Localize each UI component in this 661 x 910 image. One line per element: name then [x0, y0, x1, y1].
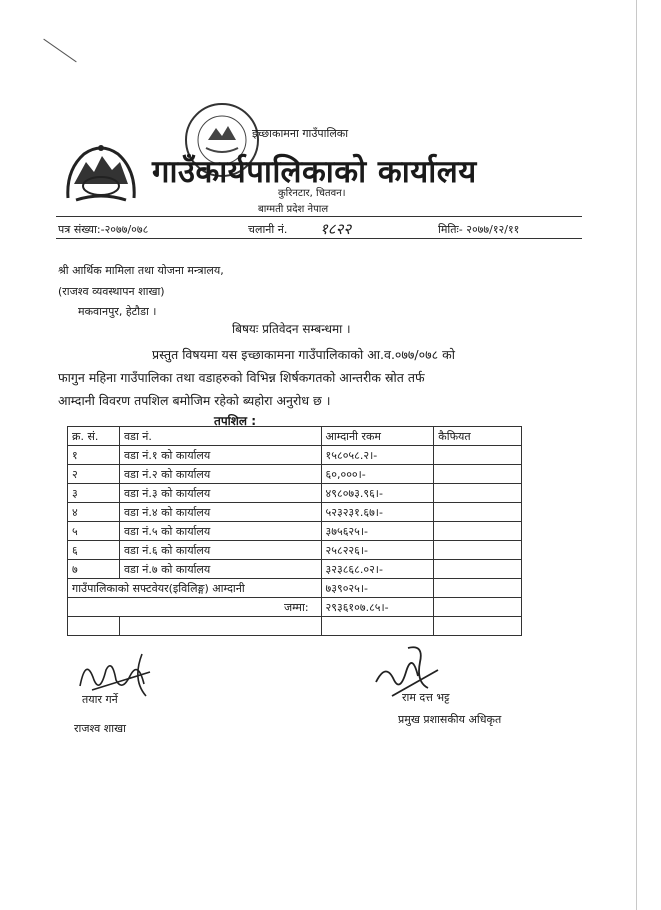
- software-income-value: ७३९०२५।-: [321, 579, 434, 598]
- cell-ward: वडा नं.६ को कार्यालय: [119, 541, 321, 560]
- total-row: [68, 598, 522, 617]
- prepared-department: राजश्व शाखा: [74, 722, 126, 735]
- cell-amount: २५८२२६।-: [321, 541, 434, 560]
- subject-line: बिषयः प्रतिवेदन सम्बन्धमा ।: [232, 322, 351, 336]
- table-title: तपशिल :: [214, 414, 257, 428]
- cell-ward: वडा नं.२ को कार्यालय: [119, 465, 321, 484]
- income-table: [67, 426, 522, 636]
- cell-ward: वडा नं.४ को कार्यालय: [119, 503, 321, 522]
- cell-remarks: [434, 484, 522, 503]
- header-divider-top: [56, 216, 582, 217]
- cell-remarks: [434, 598, 522, 617]
- software-income-label: गाउँपालिकाको सफ्टवेयर(इविलिङ्ग) आम्दानी: [68, 579, 322, 598]
- header-remarks: कैफियत: [434, 427, 522, 446]
- header-amount: आम्दानी रकम: [321, 427, 434, 446]
- cell-remarks: [434, 560, 522, 579]
- officer-name: राम दत्त भट्ट: [402, 691, 450, 704]
- cell-serial: ३: [68, 484, 120, 503]
- nepal-emblem-icon: [62, 140, 140, 206]
- letter-date: मितिः- २०७७/१२/११: [438, 223, 520, 236]
- cell-amount: १५८०५८.२।-: [321, 446, 434, 465]
- cell-ward: वडा नं.१ को कार्यालय: [119, 446, 321, 465]
- letter-number: पत्र संख्या:-२०७७/०७८: [58, 223, 149, 236]
- cell-serial: ७: [68, 560, 120, 579]
- blank-cell: [119, 617, 321, 636]
- cell-serial: ४: [68, 503, 120, 522]
- cell-remarks: [434, 465, 522, 484]
- cell-amount: ४९८०७३.९६।-: [321, 484, 434, 503]
- cell-ward: वडा नं.७ को कार्यालय: [119, 560, 321, 579]
- table-row: [68, 522, 522, 541]
- cell-remarks: [434, 522, 522, 541]
- addressee-line-1: श्री आर्थिक मामिला तथा योजना मन्त्रालय,: [58, 264, 224, 277]
- addressee-line-2: (राजश्व व्यवस्थापन शाखा): [58, 285, 165, 298]
- cell-ward: वडा नं.५ को कार्यालय: [119, 522, 321, 541]
- pen-mark: [43, 39, 76, 63]
- table-row: [68, 541, 522, 560]
- office-province: बाग्मती प्रदेश नेपाल: [258, 204, 329, 215]
- cell-serial: ६: [68, 541, 120, 560]
- cell-amount: ५२३२३१.६७।-: [321, 503, 434, 522]
- table-row: [68, 503, 522, 522]
- header-divider-bottom: [56, 238, 582, 239]
- total-label: जम्मा:: [68, 598, 322, 617]
- table-header-row: [68, 427, 522, 446]
- blank-cell: [434, 617, 522, 636]
- addressee-line-3: मकवानपुर, हेटौडा ।: [78, 305, 157, 318]
- cell-ward: वडा नं.३ को कार्यालय: [119, 484, 321, 503]
- cell-serial: १: [68, 446, 120, 465]
- total-value: २९३६१०७.८५।-: [321, 598, 434, 617]
- body-line-3: आम्दानी विवरण तपशिल बमोजिम रहेको ब्यहोरा अनुरोध छ ।: [58, 393, 331, 408]
- cell-remarks: [434, 579, 522, 598]
- cell-serial: ५: [68, 522, 120, 541]
- software-income-row: [68, 579, 522, 598]
- cell-remarks: [434, 503, 522, 522]
- dispatch-label: चलानी नं.: [248, 223, 288, 236]
- table-row: [68, 465, 522, 484]
- table-row: [68, 560, 522, 579]
- dispatch-number: १८२२: [320, 220, 352, 238]
- table-row: [68, 446, 522, 465]
- body-line-2: फागुन महिना गाउँपालिका तथा वडाहरुको विभिन्न शिर्षकगतको आन्तरीक स्रोत तर्फ: [58, 370, 425, 385]
- office-address: कुरिनटार, चितवन।: [278, 188, 346, 199]
- office-title: गाउँकार्यपालिकाको कार्यालय: [152, 154, 477, 190]
- body-line-1: प्रस्तुत विषयमा यस इच्छाकामना गाउँपालिकाको आ.व.०७७/०७८ को: [152, 347, 455, 362]
- municipality-name: इच्छाकामना गाउँपालिका: [252, 127, 349, 140]
- officer-title: प्रमुख प्रशासकीय अधिकृत: [398, 713, 502, 726]
- header-serial: क्र. सं.: [68, 427, 120, 446]
- blank-cell: [321, 617, 434, 636]
- header-ward: वडा नं.: [119, 427, 321, 446]
- prepared-by-label: तयार गर्ने: [82, 693, 118, 706]
- table-row: [68, 484, 522, 503]
- scan-edge-line: [636, 0, 637, 910]
- cell-serial: २: [68, 465, 120, 484]
- cell-remarks: [434, 541, 522, 560]
- cell-amount: ६०,०००।-: [321, 465, 434, 484]
- blank-row: [68, 617, 522, 636]
- cell-amount: ३२३८६८.०२।-: [321, 560, 434, 579]
- cell-remarks: [434, 446, 522, 465]
- cell-amount: ३७५६२५।-: [321, 522, 434, 541]
- blank-cell: [68, 617, 120, 636]
